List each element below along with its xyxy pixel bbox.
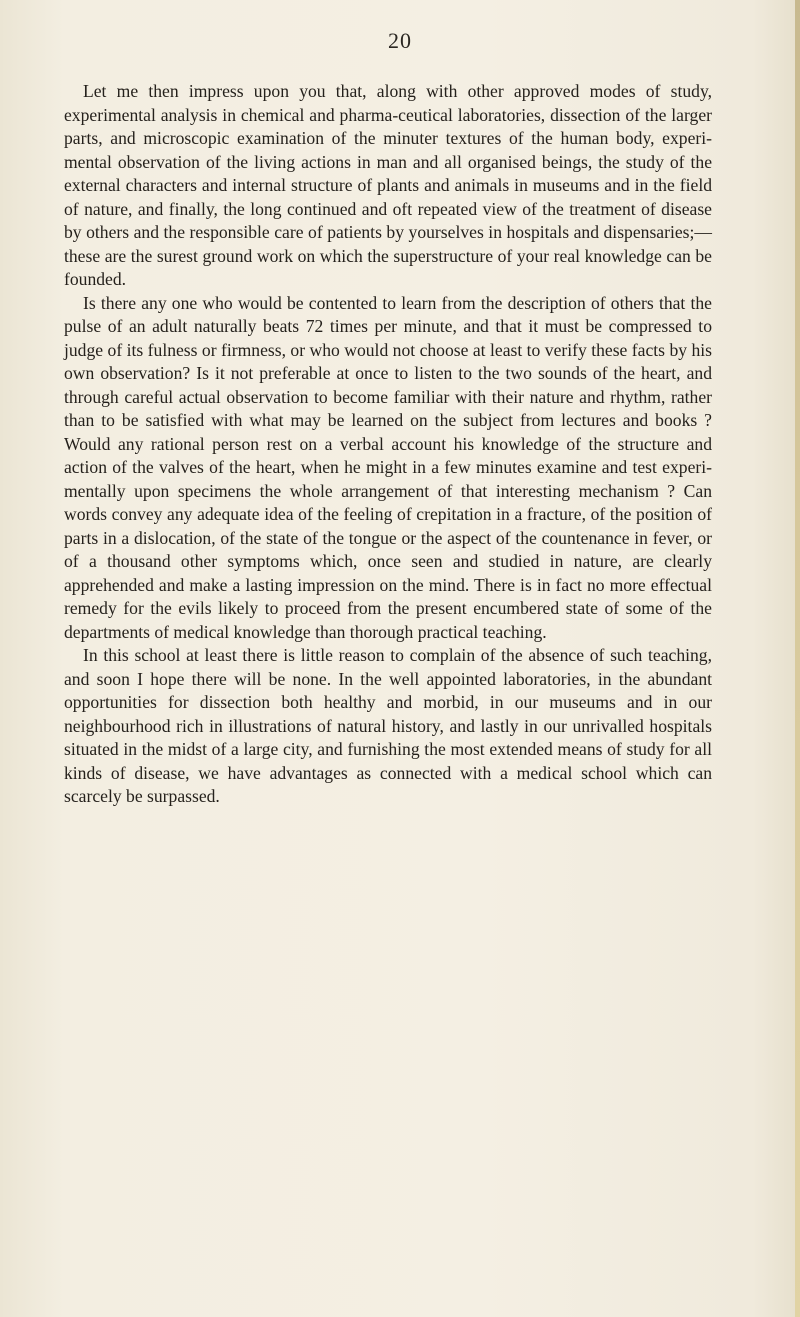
body-text: [64, 80, 712, 809]
paragraph-1: Let me then impress upon you that, along with other approved modes of study, experimental analysis in chemical and pharma-ceutical laboratories, dissection of the larger parts, and microscopic examination of the minuter textures of the human body, experi-mental observation of the living actions in man and all organised beings, the study of the external characters and internal structure of plants and animals in museums and in the field of nature, and finally, the long continued and oft repeated view of the treatment of disease by others and the responsible care of patients by yourselves in hospitals and dispensaries;—these are the surest ground work on which the superstructure of your real knowledge can be founded.: [64, 81, 712, 289]
page-edge: [795, 0, 800, 1317]
paragraph-3: In this school at least there is little reason to complain of the absence of such teaching, and soon I hope there will be none. In the well appointed laboratories, in the abundant opportunities for dissection both healthy and morbid, in our museums and in our neighbourhood rich in illustrations of natural history, and lastly in our unrivalled hospitals situated in the midst of a large city, and furnishing the most extended means of study for all kinds of disease, we have advantages as connected with a medical school which can scarcely be surpassed.: [64, 645, 712, 806]
paragraph-2: Is there any one who would be contented to learn from the description of others that the pulse of an adult naturally beats 72 times per minute, and that it must be compressed to judge of its fulness or firmness, or who would not choose at least to verify these facts by his own observation? Is it not preferable at once to listen to the two sounds of the heart, and through careful actual observation to become familiar with their nature and rhythm, rather than to be satisfied with what may be learned on the subject from lectures and books ? Would any rational person rest on a verbal account his knowledge of the structure and action of the valves of the heart, when he might in a few minutes examine and test experi-mentally upon specimens the whole arrangement of that interesting mechanism ? Can words convey any adequate idea of the feeling of crepitation in a fracture, of the position of parts in a dislocation, of the state of the tongue or the aspect of the countenance in fever, or of a thousand other symptoms which, once seen and studied in nature, are clearly apprehended and make a lasting impression on the mind. There is in fact no more effectual remedy for the evils likely to proceed from the present encumbered state of some of the departments of medical knowledge than thorough practical teaching.: [64, 292, 712, 642]
page-number: 20: [388, 28, 412, 53]
